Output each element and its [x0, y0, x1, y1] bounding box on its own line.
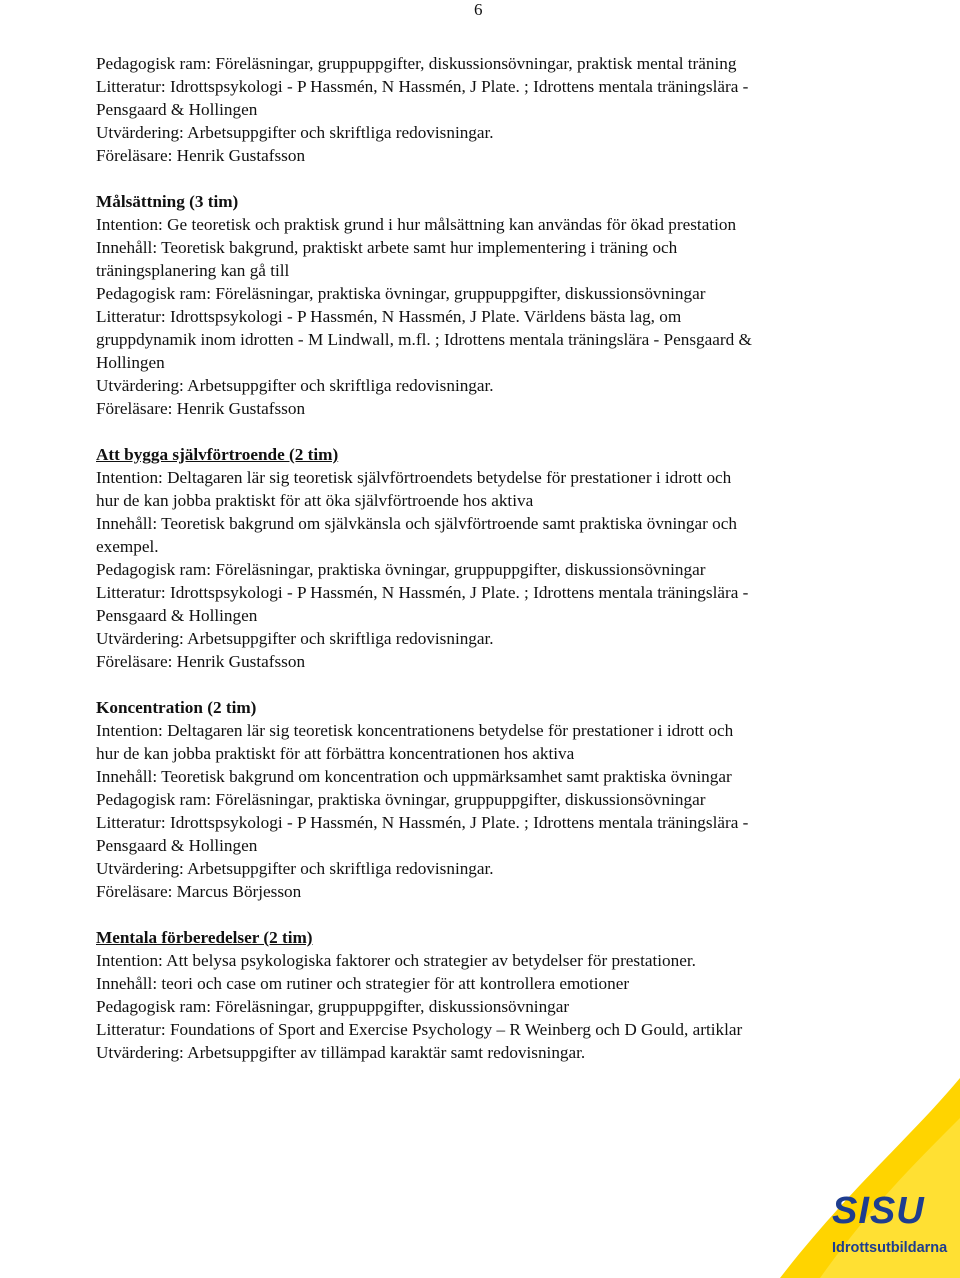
text-line: Föreläsare: Henrik Gustafsson [96, 146, 306, 165]
text-line: Litteratur: Idrottspsykologi - P Hassmén, N Hassmén, J Plate. ; Idrottens mentala träningslära - [96, 583, 749, 602]
text-line: Intention: Deltagaren lär sig teoretisk självförtroendets betydelse för prestationer i idrott och [96, 468, 732, 487]
text-line: träningsplanering kan gå till [96, 261, 290, 280]
text-line: Pedagogisk ram: Föreläsningar, praktiska övningar, gruppuppgifter, diskussionsövningar [96, 284, 706, 303]
text-line: Pensgaard & Hollingen [96, 606, 258, 625]
text-line: Intention: Att belysa psykologiska faktorer och strategier av betydelser för prestationer. [96, 951, 696, 970]
text-line: Föreläsare: Henrik Gustafsson [96, 399, 306, 418]
page-number: 6 [474, 0, 483, 19]
text-line: Pensgaard & Hollingen [96, 100, 258, 119]
section-heading: Mentala förberedelser (2 tim) [96, 928, 313, 947]
section-koncentration [96, 696, 866, 903]
text-line: Pedagogisk ram: Föreläsningar, gruppuppgifter, diskussionsövningar [96, 997, 570, 1016]
text-line: hur de kan jobba praktiskt för att öka självförtroende hos aktiva [96, 491, 534, 510]
text-line: Innehåll: Teoretisk bakgrund om koncentration och uppmärksamhet samt praktiska övningar [96, 767, 732, 786]
text-line: Innehåll: Teoretisk bakgrund om självkänsla och självförtroende samt praktiska övningar och [96, 514, 737, 533]
section-mentala-forberedelser [96, 926, 866, 1064]
logo-subtitle: Idrottsutbildarna [832, 1240, 948, 1256]
section-heading: Koncentration (2 tim) [96, 698, 257, 717]
text-line: gruppdynamik inom idrotten - M Lindwall, m.fl. ; Idrottens mentala träningslära - Pensgaard & [96, 330, 752, 349]
section-heading: Att bygga självförtroende (2 tim) [96, 445, 339, 464]
text-line: Utvärdering: Arbetsuppgifter och skriftliga redovisningar. [96, 376, 494, 395]
text-line: Litteratur: Idrottspsykologi - P Hassmén, N Hassmén, J Plate. ; Idrottens mentala träningslära - [96, 77, 749, 96]
text-line: hur de kan jobba praktiskt för att förbättra koncentrationen hos aktiva [96, 744, 575, 763]
text-line: Litteratur: Idrottspsykologi - P Hassmén, N Hassmén, J Plate. Världens bästa lag, om [96, 307, 682, 326]
text-line: Pensgaard & Hollingen [96, 836, 258, 855]
sisu-logo [760, 1078, 960, 1278]
section-sjalvfortroende [96, 443, 866, 673]
text-line: Pedagogisk ram: Föreläsningar, praktiska övningar, gruppuppgifter, diskussionsövningar [96, 560, 706, 579]
text-line: Intention: Deltagaren lär sig teoretisk koncentrationens betydelse för prestationer i idrott och [96, 721, 734, 740]
text-line: Föreläsare: Henrik Gustafsson [96, 652, 306, 671]
text-line: Litteratur: Idrottspsykologi - P Hassmén, N Hassmén, J Plate. ; Idrottens mentala träningslära - [96, 813, 749, 832]
text-line: Innehåll: Teoretisk bakgrund, praktiskt arbete samt hur implementering i träning och [96, 238, 678, 257]
text-line: Innehåll: teori och case om rutiner och strategier för att kontrollera emotioner [96, 974, 630, 993]
text-line: Utvärdering: Arbetsuppgifter och skriftliga redovisningar. [96, 629, 494, 648]
logo-name: SISU [832, 1190, 925, 1232]
text-line: Utvärdering: Arbetsuppgifter av tillämpad karaktär samt redovisningar. [96, 1043, 586, 1062]
section-heading: Målsättning (3 tim) [96, 192, 239, 211]
text-line: exempel. [96, 537, 159, 556]
text-line: Litteratur: Foundations of Sport and Exercise Psychology – R Weinberg och D Gould, artiklar [96, 1020, 743, 1039]
document-body [96, 52, 866, 1064]
text-line: Pedagogisk ram: Föreläsningar, praktiska övningar, gruppuppgifter, diskussionsövningar [96, 790, 706, 809]
section-malsattning [96, 190, 866, 420]
intro-section [96, 52, 866, 167]
text-line: Intention: Ge teoretisk och praktisk grund i hur målsättning kan användas för ökad prestation [96, 215, 737, 234]
text-line: Pedagogisk ram: Föreläsningar, gruppuppgifter, diskussionsövningar, praktisk mental träning [96, 54, 737, 73]
text-line: Utvärdering: Arbetsuppgifter och skriftliga redovisningar. [96, 123, 494, 142]
text-line: Utvärdering: Arbetsuppgifter och skriftliga redovisningar. [96, 859, 494, 878]
text-line: Föreläsare: Marcus Börjesson [96, 882, 302, 901]
text-line: Hollingen [96, 353, 165, 372]
